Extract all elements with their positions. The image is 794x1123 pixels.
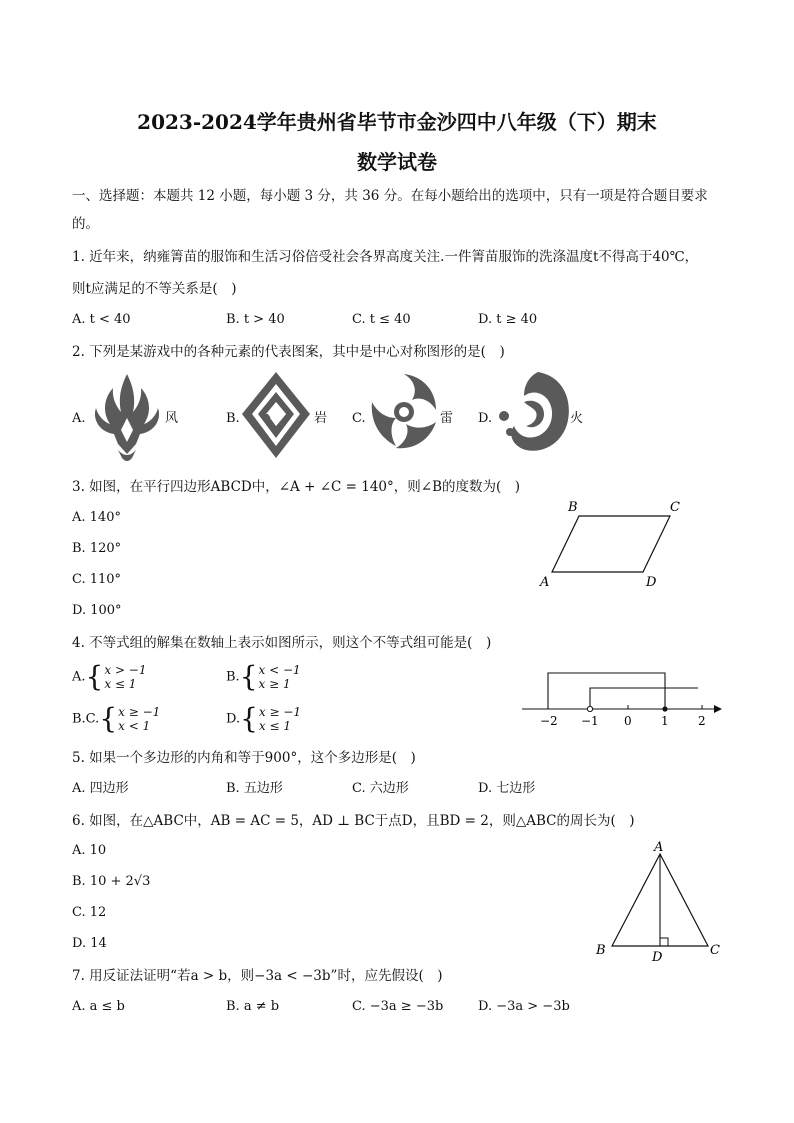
q4-option-d-letter: D.	[226, 711, 241, 727]
q7-option-a: A. a ≤ b	[72, 999, 125, 1014]
q4-option-d: D. { x ≥ −1 x ≤ 1	[226, 702, 302, 735]
electro-emblem-icon	[366, 370, 442, 454]
q4-tick-2: 2	[698, 714, 706, 728]
q2-option-c-label: 雷	[440, 411, 454, 426]
q4-option-c-letter: B.C.	[72, 711, 100, 727]
q3-option-a: A. 140°	[72, 510, 121, 525]
q1-option-a: A. t < 40	[72, 312, 131, 327]
q1-stem-line1: 1. 近年来，纳雍箐苗的服饰和生活习俗倍受社会各界高度关注.一件箐苗服饰的洗涤温度t不得高于40℃，	[72, 249, 699, 265]
q4-option-c: B.C. { x ≥ −1 x < 1	[72, 702, 161, 735]
q3-label-c: C	[670, 500, 680, 515]
q7-stem: 7. 用反证法证明“若a > b，则−3a < −3b”时，应先假设( )	[72, 968, 443, 984]
q4-option-d-row1: x ≥ −1	[258, 705, 302, 719]
q4-tick-0: 0	[624, 714, 632, 728]
q2-option-b-label: 岩	[314, 411, 328, 426]
q6-option-c: C. 12	[72, 905, 107, 920]
q4-option-b-row1: x < −1	[258, 663, 301, 677]
q1-option-b: B. t > 40	[226, 312, 285, 327]
q4-option-b-row2: x ≥ 1	[258, 677, 291, 691]
q4-tick-neg1: −1	[581, 714, 599, 728]
q3-stem: 3. 如图，在平行四边形ABCD中，∠A + ∠C = 140°，则∠B的度数为( )	[72, 479, 521, 495]
q4-option-b-letter: B.	[226, 669, 240, 685]
q3-label-b: B	[568, 500, 578, 515]
q3-option-c: C. 110°	[72, 572, 122, 587]
q2-option-b-letter: B.	[226, 411, 240, 426]
geo-emblem-icon	[240, 370, 312, 460]
q5-option-b: B. 五边形	[226, 781, 283, 796]
q1-option-c: C. t ≤ 40	[352, 312, 411, 327]
q7-option-d: D. −3a > −3b	[478, 999, 570, 1014]
q5-option-a: A. 四边形	[72, 781, 129, 796]
q6-stem: 6. 如图，在△ABC中，AB = AC = 5，AD ⊥ BC于点D，且BD = 2，则△ABC的周长为( )	[72, 813, 635, 829]
q2-option-a-letter: A.	[72, 411, 86, 426]
page-title: 2023-2024学年贵州省毕节市金沙四中八年级（下）期末	[137, 110, 657, 134]
q4-option-d-row2: x ≤ 1	[258, 719, 292, 733]
q2-option-d-letter: D.	[478, 411, 493, 426]
q4-option-a-letter: A.	[72, 669, 86, 685]
q4-tick-neg2: −2	[540, 714, 558, 728]
q1-option-d: D. t ≥ 40	[478, 312, 538, 327]
q2-option-d-label: 火	[570, 411, 584, 426]
q4-option-a-row2: x ≤ 1	[104, 677, 137, 691]
q4-option-b: B. { x < −1 x ≥ 1	[226, 660, 301, 693]
pyro-emblem-icon	[494, 368, 574, 458]
q6-option-b: B. 10 + 2√3	[72, 874, 151, 889]
q6-option-d: D. 14	[72, 936, 107, 951]
q4-option-a: A. { x > −1 x ≤ 1	[72, 660, 147, 693]
q4-number-line-figure	[518, 664, 728, 730]
q1-stem-line2: 则t应满足的不等关系是( )	[72, 281, 237, 297]
q3-label-a: A	[540, 575, 550, 590]
q4-option-c-row1: x ≥ −1	[118, 705, 161, 719]
q6-triangle-figure	[590, 838, 730, 966]
q7-option-b: B. a ≠ b	[226, 999, 280, 1014]
q3-option-d: D. 100°	[72, 603, 122, 618]
q4-stem: 4. 不等式组的解集在数轴上表示如图所示，则这个不等式组可能是( )	[72, 635, 492, 651]
q6-label-a: A	[654, 840, 664, 855]
section-header-line1: 一、选择题：本题共 12 小题，每小题 3 分，共 36 分。在每小题给出的选项中，只有一项是符合题目要求	[72, 188, 708, 204]
q2-option-a-label: 风	[165, 411, 179, 426]
q3-label-d: D	[646, 575, 657, 590]
q6-label-b: B	[596, 943, 606, 958]
section-header-line2: 的。	[72, 216, 99, 232]
q5-option-d: D. 七边形	[478, 781, 536, 796]
q2-option-c-letter: C.	[352, 411, 366, 426]
q6-option-a: A. 10	[72, 843, 107, 858]
q4-option-c-row2: x < 1	[118, 719, 151, 733]
q3-option-b: B. 120°	[72, 541, 122, 556]
q3-parallelogram-figure	[530, 490, 700, 594]
q4-tick-1: 1	[661, 714, 669, 728]
q5-stem: 5. 如果一个多边形的内角和等于900°，这个多边形是( )	[72, 750, 416, 766]
q7-option-c: C. −3a ≥ −3b	[352, 999, 444, 1014]
q4-option-a-row1: x > −1	[104, 663, 147, 677]
q5-option-c: C. 六边形	[352, 781, 409, 796]
page-subtitle: 数学试卷	[357, 150, 437, 174]
wind-emblem-icon	[88, 368, 166, 464]
q2-stem: 2. 下列是某游戏中的各种元素的代表图案，其中是中心对称图形的是( )	[72, 344, 505, 360]
q6-label-d: D	[652, 950, 663, 965]
q6-label-c: C	[710, 943, 720, 958]
